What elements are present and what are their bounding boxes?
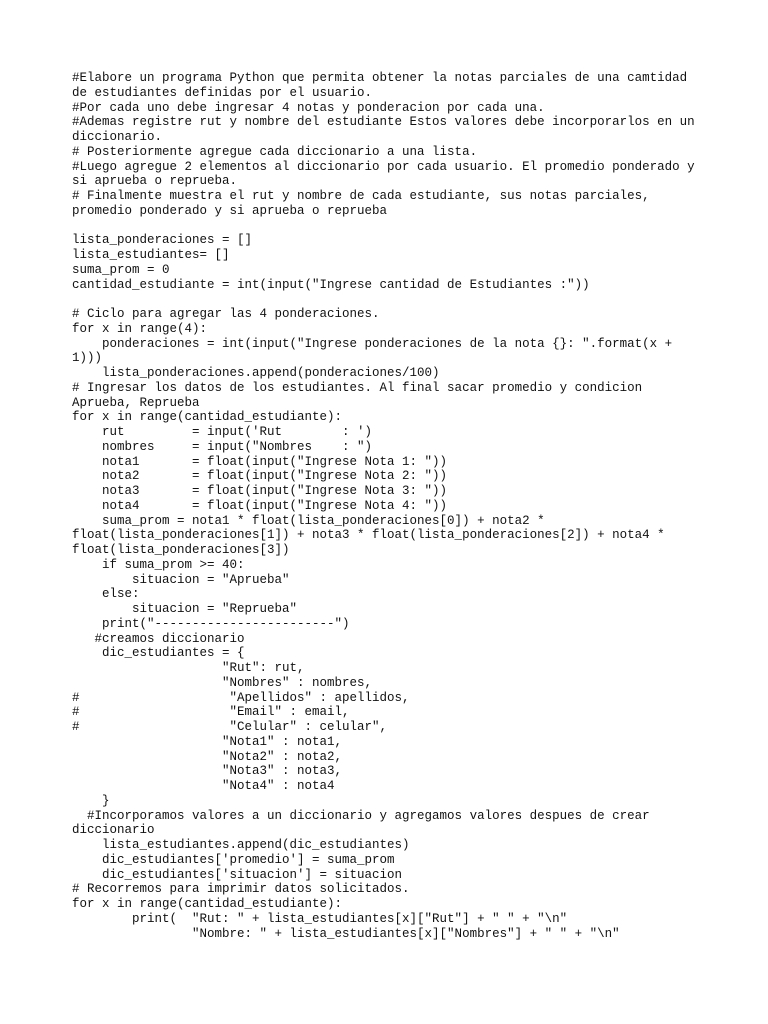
code-line: cantidad_estudiante = int(input("Ingrese cantidad de Estudiantes :")) <box>72 277 590 292</box>
code-line: nota3 = float(input("Ingrese Nota 3: ")) <box>72 484 448 498</box>
code-line: suma_prom = 0 <box>72 262 170 277</box>
code-line: #creamos diccionario <box>72 631 245 646</box>
code-line: situacion = "Reprueba" <box>72 602 298 616</box>
code-line: Aprueba, Reprueba <box>72 395 200 410</box>
code-line: lista_estudiantes= [] <box>72 248 230 262</box>
code-line: #Ademas registre rut y nombre del estudiante Estos valores debe incorporarlos en un <box>72 115 695 130</box>
code-line: dic_estudiantes['situacion'] = situacion <box>72 867 403 882</box>
code-line: rut = input('Rut : ') <box>72 425 373 439</box>
code-line: "Nota1" : nota1, <box>72 734 343 749</box>
code-line: # Ingresar los datos de los estudiantes. Al final sacar promedio y condicion <box>72 380 643 395</box>
code-line: #Elabore un programa Python que permita obtener la notas parciales de una camtidad <box>72 71 688 85</box>
code-line: } <box>72 793 110 808</box>
code-line: "Nota3" : nota3, <box>72 764 343 779</box>
code-line: de estudiantes definidas por el usuario. <box>72 85 373 100</box>
document-page <box>72 71 732 941</box>
code-line: # "Celular" : celular", <box>72 720 388 734</box>
code-line: lista_ponderaciones = [] <box>72 233 253 248</box>
code-line: # "Email" : email, <box>72 705 350 720</box>
code-line: # Posteriormente agregue cada diccionario a una lista. <box>72 144 478 159</box>
code-line: "Nombres" : nombres, <box>72 675 373 690</box>
code-line: suma_prom = nota1 * float(lista_ponderaciones[0]) + nota2 * <box>72 513 545 528</box>
blank-line <box>72 219 732 234</box>
code-line: 1))) <box>72 351 103 366</box>
code-line: print( "Rut: " + lista_estudiantes[x]["Rut"] + " " + "\n" <box>72 911 568 926</box>
code-line: dic_estudiantes = { <box>72 646 245 661</box>
code-line: promedio ponderado y si aprueba o reprueba <box>72 203 388 218</box>
code-line: for x in range(cantidad_estudiante): <box>72 897 343 911</box>
code-line: "Rut": rut, <box>72 661 305 675</box>
code-line: nota4 = float(input("Ingrese Nota 4: ")) <box>72 498 448 513</box>
code-line: for x in range(cantidad_estudiante): <box>72 410 343 425</box>
code-line: nombres = input("Nombres : ") <box>72 439 373 454</box>
code-line: nota2 = float(input("Ingrese Nota 2: ")) <box>72 469 448 484</box>
code-line: "Nota2" : nota2, <box>72 749 343 764</box>
code-line: else: <box>72 587 140 602</box>
code-line: # "Apellidos" : apellidos, <box>72 690 410 705</box>
code-line: # Finalmente muestra el rut y nombre de cada estudiante, sus notas parciales, <box>72 189 650 203</box>
code-line: #Por cada uno debe ingresar 4 notas y ponderacion por cada una. <box>72 100 545 115</box>
code-line: diccionario. <box>72 130 163 144</box>
code-line: "Nombre: " + lista_estudiantes[x]["Nombres"] + " " + "\n" <box>72 926 620 941</box>
code-line: lista_ponderaciones.append(ponderaciones/100) <box>72 366 440 380</box>
blank-line <box>72 292 732 307</box>
code-line: si aprueba o reprueba. <box>72 174 238 189</box>
code-line: dic_estudiantes['promedio'] = suma_prom <box>72 852 395 867</box>
code-line: if suma_prom >= 40: <box>72 557 245 572</box>
code-line: "Nota4" : nota4 <box>72 779 335 793</box>
code-line: diccionario <box>72 823 155 838</box>
code-line: print("------------------------") <box>72 616 350 631</box>
code-line: #Incorporamos valores a un diccionario y agregamos valores despues de crear <box>72 808 650 823</box>
code-line: float(lista_ponderaciones[3]) <box>72 543 290 557</box>
code-line: for x in range(4): <box>72 321 208 336</box>
code-line: ponderaciones = int(input("Ingrese ponderaciones de la nota {}: ".format(x + <box>72 336 673 351</box>
code-line: #Luego agregue 2 elementos al diccionario por cada usuario. El promedio ponderado y <box>72 159 695 174</box>
code-line: lista_estudiantes.append(dic_estudiantes) <box>72 838 410 852</box>
code-line: # Ciclo para agregar las 4 ponderaciones. <box>72 307 380 321</box>
code-line: situacion = "Aprueba" <box>72 572 290 587</box>
code-line: nota1 = float(input("Ingrese Nota 1: ")) <box>72 454 448 469</box>
code-line: # Recorremos para imprimir datos solicitados. <box>72 882 410 897</box>
code-line: float(lista_ponderaciones[1]) + nota3 * float(lista_ponderaciones[2]) + nota4 * <box>72 528 665 543</box>
